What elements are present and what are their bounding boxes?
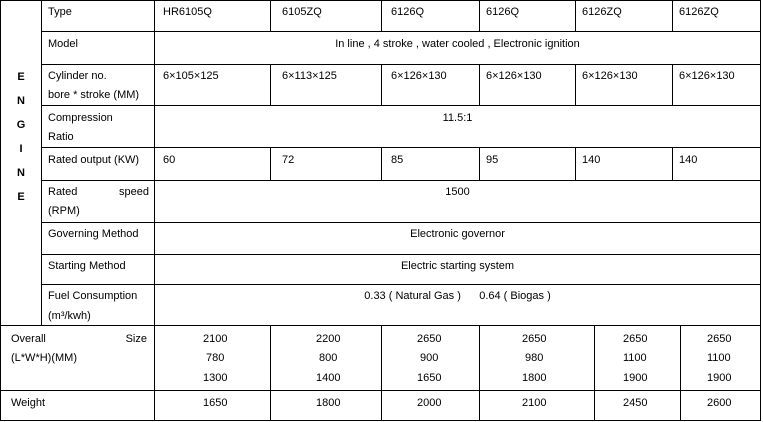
weight-cell [594, 390, 681, 421]
model-label: Model [48, 38, 78, 50]
overall-width: 780 [206, 352, 225, 364]
engine-section-label: E N G I N E [16, 71, 26, 203]
rated-output-cell [381, 147, 480, 181]
overall-height: 1900 [707, 372, 732, 384]
cylinder-label-cell [41, 64, 155, 106]
weight-label: Weight [11, 397, 46, 409]
model-header-cell [575, 0, 673, 32]
governing-label-cell [41, 222, 155, 255]
fuel-value: 0.33 ( Natural Gas ) 0.64 ( Biogas ) [364, 290, 551, 302]
starting-value-cell [154, 254, 761, 285]
compression-label-line2: Ratio [48, 131, 74, 143]
overall-size-cell [479, 325, 595, 391]
rated-speed-label-word2: speed [119, 186, 149, 198]
cylinder-value-cell [575, 64, 673, 106]
model-header-cell [154, 0, 271, 32]
model-header: HR6105Q [163, 6, 212, 18]
overall-length: 2650 [417, 333, 442, 345]
model-value: In line , 4 stroke , water cooled , Electronic ignition [335, 38, 580, 50]
fuel-label-cell [41, 284, 155, 326]
rated-speed-label-word1: Rated [48, 186, 78, 198]
governing-label: Governing Method [48, 228, 139, 240]
weight-cell [381, 390, 480, 421]
overall-length: 2650 [522, 333, 547, 345]
cylinder-value: 6×105×125 [163, 70, 219, 82]
compression-value: 11.5:1 [442, 112, 473, 124]
rated-output-cell [672, 147, 761, 181]
weight-label-cell [0, 390, 155, 421]
overall-length: 2650 [707, 333, 732, 345]
rated-output-value: 140 [582, 154, 601, 166]
cylinder-value: 6×126×130 [391, 70, 447, 82]
overall-length: 2200 [316, 333, 341, 345]
model-value-cell [154, 31, 761, 65]
cylinder-value-cell [479, 64, 576, 106]
cylinder-value-cell [672, 64, 761, 106]
rated-output-value: 85 [391, 154, 404, 166]
fuel-value-cell [154, 284, 761, 326]
compression-label-cell [41, 105, 155, 148]
weight-cell [479, 390, 595, 421]
overall-height: 1900 [623, 372, 648, 384]
model-header-cell [672, 0, 761, 32]
overall-height: 1650 [417, 372, 442, 384]
overall-height: 1800 [522, 372, 547, 384]
rated-output-cell [575, 147, 673, 181]
overall-width: 900 [420, 352, 439, 364]
rated-speed-value-cell [154, 180, 761, 223]
weight-value: 2450 [623, 397, 648, 409]
engine-section-cell [0, 0, 42, 326]
fuel-label-line2: (m³/kwh) [48, 310, 91, 322]
model-header-cell [270, 0, 382, 32]
overall-size-cell [594, 325, 681, 391]
overall-height: 1300 [203, 372, 228, 384]
rated-output-value: 72 [282, 154, 295, 166]
overall-size-cell [680, 325, 761, 391]
overall-length: 2650 [623, 333, 648, 345]
type-label: Type [48, 6, 72, 18]
rated-speed-label-cell [41, 180, 155, 223]
compression-label-line1: Compression [48, 112, 113, 124]
governing-value-cell [154, 222, 761, 255]
compression-value-cell [154, 105, 761, 148]
rated-output-value: 95 [486, 154, 499, 166]
model-label-cell [41, 31, 155, 65]
weight-value: 2600 [707, 397, 732, 409]
overall-width: 1100 [623, 352, 647, 364]
weight-value: 2100 [522, 397, 547, 409]
weight-cell [154, 390, 271, 421]
weight-value: 2000 [417, 397, 442, 409]
overall-size-cell [154, 325, 271, 391]
rated-output-cell [154, 147, 271, 181]
model-header-cell [381, 0, 480, 32]
overall-size-label-cell [0, 325, 155, 391]
model-header: 6126ZQ [582, 6, 622, 18]
cylinder-value: 6×126×130 [582, 70, 638, 82]
cylinder-label-line1: Cylinder no. [48, 70, 107, 82]
cylinder-label-line2: bore * stroke (MM) [48, 89, 140, 101]
governing-value: Electronic governor [410, 228, 505, 240]
overall-size-label-line2: (L*W*H)(MM) [11, 352, 77, 364]
weight-value: 1800 [316, 397, 341, 409]
overall-size-cell [270, 325, 382, 391]
starting-label: Starting Method [48, 260, 126, 272]
rated-output-label: Rated output (KW) [48, 154, 140, 166]
cylinder-value: 6×126×130 [679, 70, 735, 82]
rated-output-cell [270, 147, 382, 181]
model-header: 6126Q [391, 6, 425, 18]
overall-width: 800 [319, 352, 338, 364]
overall-size-label-word1: Overall [11, 333, 46, 345]
model-header: 6126Q [486, 6, 520, 18]
weight-cell [270, 390, 382, 421]
cylinder-value: 6×126×130 [486, 70, 542, 82]
fuel-label-line1: Fuel Consumption [48, 290, 138, 302]
rated-output-cell [479, 147, 576, 181]
rated-speed-value: 1500 [445, 186, 470, 198]
starting-value: Electric starting system [400, 260, 515, 272]
cylinder-value: 6×113×125 [282, 70, 337, 82]
weight-cell [680, 390, 761, 421]
rated-output-label-cell [41, 147, 155, 181]
cylinder-value-cell [270, 64, 382, 106]
rated-output-value: 140 [679, 154, 698, 166]
cylinder-value-cell [381, 64, 480, 106]
weight-value: 1650 [203, 397, 228, 409]
overall-width: 980 [525, 352, 544, 364]
rated-output-value: 60 [163, 154, 176, 166]
model-header: 6126ZQ [679, 6, 719, 18]
cylinder-value-cell [154, 64, 271, 106]
overall-length: 2100 [203, 333, 228, 345]
overall-height: 1400 [316, 372, 341, 384]
overall-size-cell [381, 325, 480, 391]
model-header: 6105ZQ [282, 6, 322, 18]
model-header-cell [479, 0, 576, 32]
overall-size-label-word2: Size [125, 333, 147, 345]
type-label-cell [41, 0, 155, 32]
overall-width: 1100 [707, 352, 731, 364]
starting-label-cell [41, 254, 155, 285]
rated-speed-label-line2: (RPM) [48, 205, 80, 217]
